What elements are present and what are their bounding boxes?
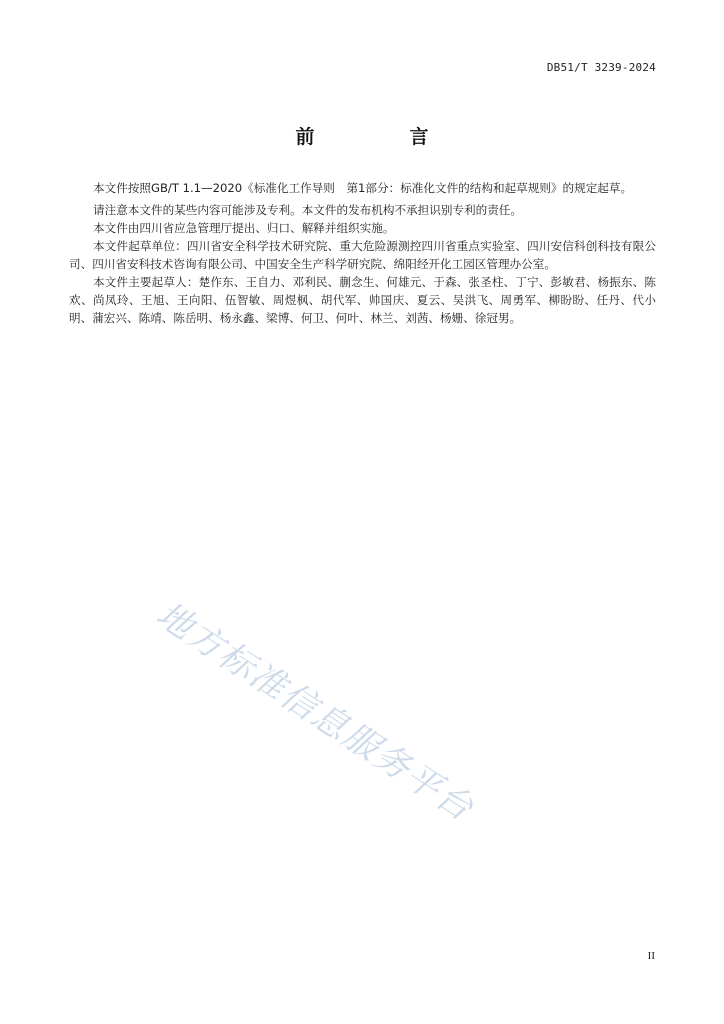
paragraph-drafting-rules: 本文件按照GB/T 1.1—2020《标准化工作导则 第1部分：标准化文件的结构和起草规则》的规定起草。 xyxy=(93,181,633,195)
standard-code: DB51/T 3239-2024 xyxy=(546,61,656,74)
paragraph-proposer: 本文件由四川省应急管理厅提出、归口、解释并组织实施。 xyxy=(93,221,395,235)
paragraph-patent-notice: 请注意本文件的某些内容可能涉及专利。本文件的发布机构不承担识别专利的责任。 xyxy=(93,203,522,217)
watermark: 地方标准信息服务平台 xyxy=(148,594,481,830)
page-number: II xyxy=(647,950,655,962)
paragraph-drafting-units: 本文件起草单位：四川省安全科学技术研究院、重大危险源测控四川省重点实验室、四川安信科创科技有限公司、四川省安科技术咨询有限公司、中国安全生产科学研究院、绵阳经开化工园区管理办公室。 xyxy=(69,239,656,271)
paragraph-drafters: 本文件主要起草人：楚作东、王自力、邓利民、蒯念生、何雄元、于森、张圣柱、丁宁、彭敏君、杨振东、陈欢、尚凤玲、王旭、王向阳、伍智敏、周煜枫、胡代军、帅国庆、夏云、吴洪飞、周勇军、柳盼盼、任丹、代小明、蒲宏兴、陈靖、陈岳明、杨永鑫、梁博、何卫、何叶、林兰、刘茜、杨姗、徐冠男。 xyxy=(69,275,656,325)
page-title: 前 言 xyxy=(295,126,467,148)
foreword-body xyxy=(69,179,656,327)
